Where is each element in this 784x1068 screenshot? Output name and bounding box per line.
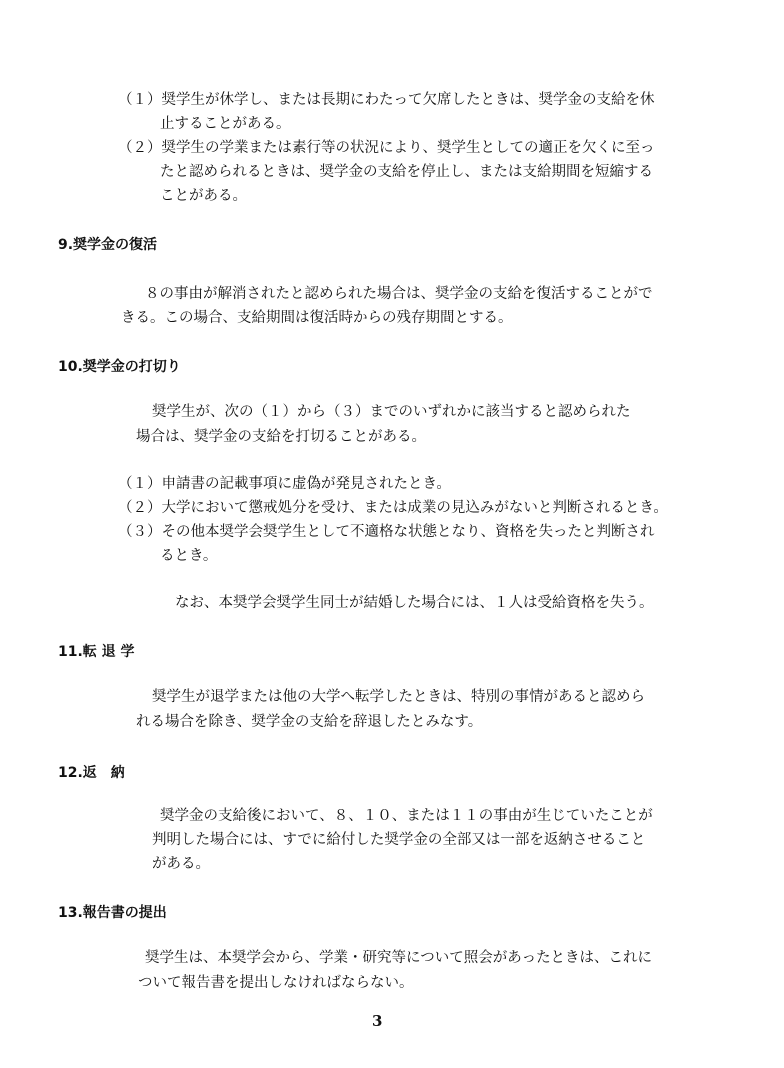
section13-body-line-1: 奨学生は、本奨学会から、学業・研究等について照会があったときは、これに (145, 950, 653, 966)
section8-item-1-line-2: 止することがある。 (160, 116, 291, 132)
section8-item-2-line-3: ことがある。 (160, 188, 247, 204)
section10-item-3-line-1: （３）その他本奨学会奨学生として不適格な状態となり、資格を失ったと判断され (118, 524, 655, 540)
section8-item-1-line-1: （１）奨学生が休学し、または長期にわたって欠席したときは、奨学金の支給を休 (118, 92, 655, 108)
section12-body-line-1: 奨学金の支給後において、８、１０、または１１の事由が生じていたことが (160, 808, 653, 824)
section11-heading: 11.転 退 学 (58, 644, 135, 660)
page-number: 3 (372, 1012, 383, 1030)
section9-body-line-2: きる。この場合、支給期間は復活時からの残存期間とする。 (121, 310, 513, 326)
section13-body-line-2: ついて報告書を提出しなければならない。 (138, 975, 414, 991)
section8-item-2-line-2: たと認められるときは、奨学金の支給を停止し、または支給期間を短縮する (160, 164, 653, 180)
section8-item-2-line-1: （２）奨学生の学業または素行等の状況により、奨学生としての適正を欠くに至っ (118, 140, 655, 156)
section9-body-line-1: ８の事由が解消されたと認められた場合は、奨学金の支給を復活することがで (145, 286, 653, 302)
section13-heading: 13.報告書の提出 (58, 905, 167, 921)
section10-item-1: （１）申請書の記載事項に虚偽が発見されたとき。 (118, 476, 451, 492)
section10-heading: 10.奨学金の打切り (58, 359, 181, 375)
section10-item-2: （２）大学において懲戒処分を受け、または成業の見込みがないと判断されるとき。 (118, 500, 668, 516)
section10-intro-line-2: 場合は、奨学金の支給を打切ることがある。 (136, 429, 426, 445)
section11-body-line-1: 奨学生が退学または他の大学へ転学したときは、特別の事情があると認めら (152, 689, 645, 705)
section11-body-line-2: れる場合を除き、奨学金の支給を辞退したとみなす。 (136, 714, 483, 730)
section10-item-3-line-2: るとき。 (160, 548, 218, 564)
section10-intro-line-1: 奨学生が、次の（１）から（３）までのいずれかに該当すると認められた (152, 404, 631, 420)
section12-body-line-2: 判明した場合には、すでに給付した奨学金の全部又は一部を返納させること (152, 832, 646, 848)
section12-body-line-3: がある。 (152, 856, 210, 872)
section12-heading: 12.返 納 (58, 765, 125, 781)
section9-heading: 9.奨学金の復活 (58, 237, 158, 253)
section10-note: なお、本奨学会奨学生同士が結婚した場合には、１人は受給資格を失う。 (175, 595, 654, 611)
